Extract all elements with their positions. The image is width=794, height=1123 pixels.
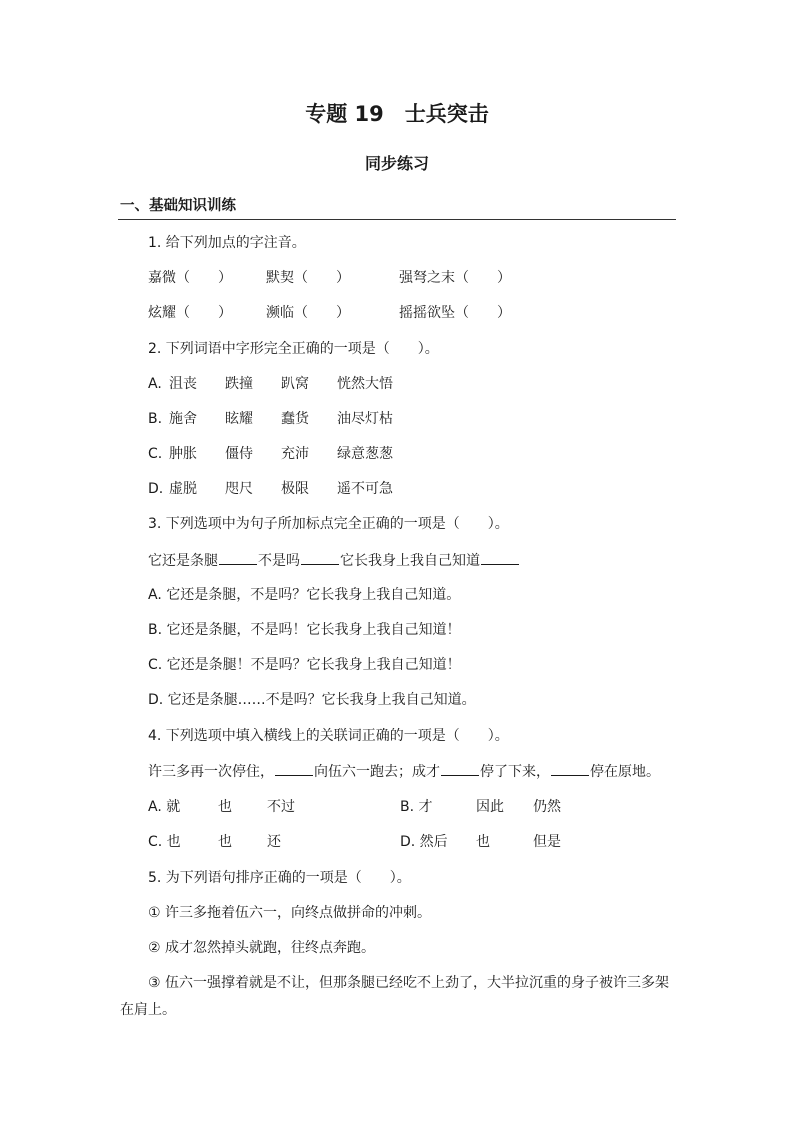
pinyin-item: 强弩之末（ ） [399, 270, 511, 286]
question-4-sentence [148, 761, 660, 782]
section-divider [118, 219, 676, 220]
sentence-part: 停在原地。 [590, 764, 660, 780]
question-3-sentence [148, 550, 520, 571]
question-5-stem: 5. 为下列语句排序正确的一项是（ ）。 [148, 870, 411, 886]
option-word: 施舍 [169, 411, 197, 427]
option-word: 跌撞 [225, 376, 253, 392]
option-letter: C. [148, 446, 163, 462]
option-word: 眩耀 [225, 411, 253, 427]
page-title: 专题 19 士兵突击 [305, 102, 489, 126]
sentence-part: 它还是条腿 [148, 553, 218, 569]
option-word: B. 才 [400, 799, 433, 815]
sentence-part: 许三多再一次停住， [148, 764, 274, 780]
option-word: 咫尺 [225, 481, 253, 497]
option-word: 也 [476, 834, 490, 850]
option-word: 不过 [267, 799, 295, 815]
page-subtitle: 同步练习 [364, 154, 429, 173]
sentence-part: 向伍六一跑去；成才 [314, 764, 440, 780]
section-heading: 一、基础知识训练 [120, 198, 236, 214]
question-5-item-3: ③ 伍六一强撑着就是不让，但那条腿已经吃不上劲了，大半拉沉重的身子被许三多架 [148, 975, 669, 991]
option-word: 肿胀 [169, 446, 197, 462]
pinyin-item: 濒临（ ） [266, 305, 350, 321]
option-word: 绿意葱葱 [337, 446, 393, 462]
question-2-stem: 2. 下列词语中字形完全正确的一项是（ ）。 [148, 341, 439, 357]
option-word: 仍然 [533, 799, 561, 815]
option-letter: B. [148, 411, 163, 427]
question-3-option-d: D. 它还是条腿……不是吗？它长我身上我自己知道。 [148, 692, 476, 708]
fill-blank [301, 550, 339, 565]
option-word: C. 也 [148, 834, 181, 850]
pinyin-item: 炫耀（ ） [148, 305, 232, 321]
option-word: 趴窝 [281, 376, 309, 392]
question-4-stem: 4. 下列选项中填入横线上的关联词正确的一项是（ ）。 [148, 728, 509, 744]
option-word: D. 然后 [400, 834, 448, 850]
fill-blank [551, 761, 589, 776]
option-letter: A. [148, 376, 162, 392]
pinyin-item: 默契（ ） [266, 270, 350, 286]
fill-blank [441, 761, 479, 776]
sentence-part: 它长我身上我自己知道 [340, 553, 480, 569]
option-word: 极限 [281, 481, 309, 497]
option-word: 恍然大悟 [337, 376, 393, 392]
option-word: 也 [218, 834, 232, 850]
question-1-stem: 1. 给下列加点的字注音。 [148, 235, 306, 251]
question-3-option-c: C. 它还是条腿！不是吗？它长我身上我自己知道！ [148, 657, 461, 673]
option-word: 遥不可急 [337, 481, 393, 497]
option-word: 蠢货 [281, 411, 309, 427]
option-word: 也 [218, 799, 232, 815]
pinyin-item: 嘉微（ ） [148, 270, 232, 286]
option-word: 因此 [476, 799, 504, 815]
option-word: 僵侍 [225, 446, 253, 462]
fill-blank [481, 550, 519, 565]
option-word: A. 就 [148, 799, 181, 815]
sentence-part: 停了下来， [480, 764, 550, 780]
pinyin-item: 摇摇欲坠（ ） [399, 305, 511, 321]
option-word: 油尽灯枯 [337, 411, 393, 427]
fill-blank [219, 550, 257, 565]
question-3-option-a: A. 它还是条腿，不是吗？它长我身上我自己知道。 [148, 587, 461, 603]
sentence-part: 不是吗 [258, 553, 300, 569]
option-word: 充沛 [281, 446, 309, 462]
question-5-item-1: ① 许三多拖着伍六一，向终点做拼命的冲刺。 [148, 905, 431, 921]
option-word: 虚脱 [169, 481, 197, 497]
question-3-stem: 3. 下列选项中为句子所加标点完全正确的一项是（ ）。 [148, 516, 509, 532]
question-5-item-3-continued: 在肩上。 [120, 1002, 176, 1018]
option-word: 沮丧 [169, 376, 197, 392]
question-3-option-b: B. 它还是条腿，不是吗！它长我身上我自己知道！ [148, 622, 461, 638]
question-5-item-2: ② 成才忽然掉头就跑，往终点奔跑。 [148, 940, 376, 956]
option-word: 但是 [533, 834, 561, 850]
option-letter: D. [148, 481, 164, 497]
fill-blank [275, 761, 313, 776]
option-word: 还 [267, 834, 281, 850]
